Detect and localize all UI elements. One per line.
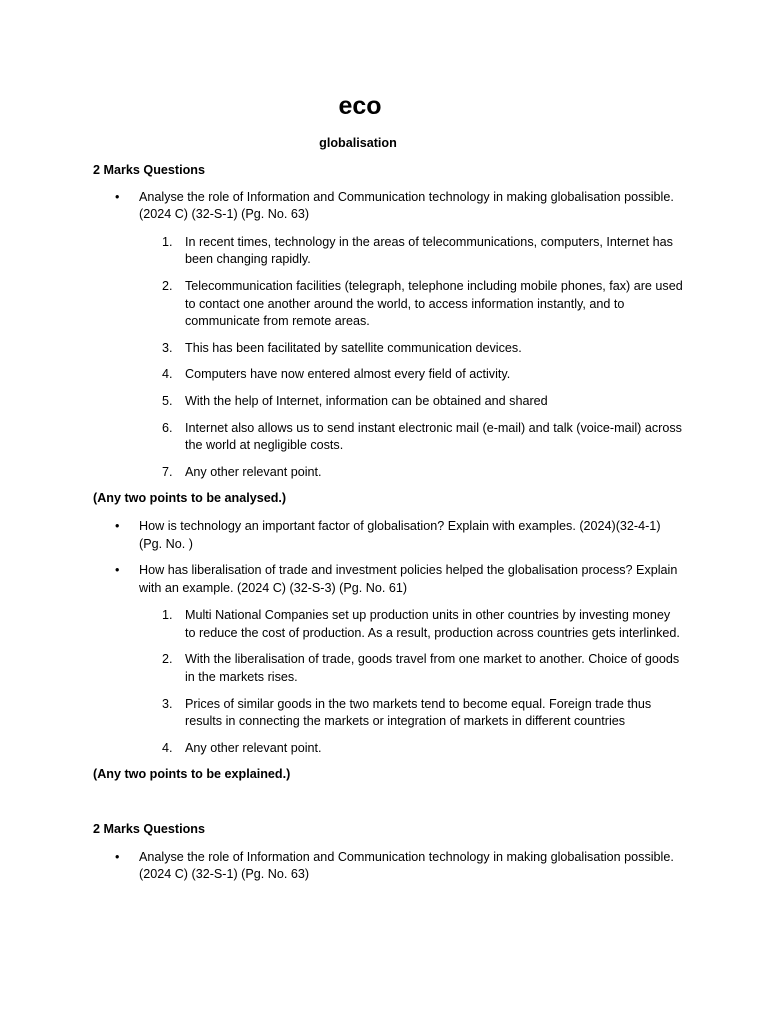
list-number: 2.	[162, 278, 173, 293]
document-body	[93, 162, 683, 884]
question-item	[93, 562, 683, 597]
list-item-text: Internet also allows us to send instant electronic mail (e-mail) and talk (voice-mail) across the world at negligible costs.	[185, 420, 682, 453]
bullet-icon: •	[115, 849, 120, 864]
list-item-text: Any other relevant point.	[185, 740, 322, 755]
list-number: 4.	[162, 740, 173, 755]
document-subtitle: globalisation	[319, 136, 397, 150]
section-heading: 2 Marks Questions	[93, 822, 205, 837]
bullet-icon: •	[115, 189, 120, 204]
list-item-text: In recent times, technology in the areas of telecommunications, computers, Internet has been changing rapidly.	[185, 234, 673, 267]
answer-note: (Any two points to be analysed.)	[93, 491, 287, 506]
list-item-text: With the liberalisation of trade, goods travel from one market to another. Choice of goods in the markets rises.	[185, 652, 680, 685]
list-item	[93, 740, 683, 758]
list-item	[93, 464, 683, 482]
list-number: 5.	[162, 393, 173, 408]
list-item-text: Multi National Companies set up production units in other countries by investing money to reduce the cost of production. As a result, production across countries gets interlinked.	[185, 608, 680, 640]
list-item	[93, 696, 683, 731]
list-item-text: Any other relevant point.	[185, 464, 322, 479]
question-text: How has liberalisation of trade and investment policies helped the globalisation process? Explain with an example. (2024 C) (32-S-3) (Pg. No. 61)	[139, 563, 678, 595]
list-item	[93, 651, 683, 686]
question-text: Analyse the role of Information and Communication technology in making globalisation possible. (2024 C) (32-S-1) (Pg. No. 63)	[139, 189, 674, 222]
list-number: 3.	[162, 340, 173, 355]
list-item-text: Prices of similar goods in the two markets tend to become equal. Foreign trade thus results in connecting the markets or integration of markets in different countries	[185, 696, 652, 729]
list-item-text: Computers have now entered almost every field of activity.	[185, 367, 511, 382]
list-number: 1.	[162, 234, 173, 249]
list-item	[93, 366, 683, 384]
answer-list	[93, 607, 683, 757]
list-number: 6.	[162, 420, 173, 435]
list-item-text: With the help of Internet, information can be obtained and shared	[185, 393, 548, 408]
question-item	[93, 518, 683, 553]
list-number: 1.	[162, 608, 173, 623]
list-number: 3.	[162, 696, 173, 711]
question-text: How is technology an important factor of globalisation? Explain with examples. (2024)(32-4-1) (Pg. No. )	[139, 518, 661, 551]
list-item	[93, 340, 683, 358]
answer-list	[93, 234, 683, 482]
section-heading: 2 Marks Questions	[93, 163, 205, 177]
list-item	[93, 393, 683, 411]
list-number: 7.	[162, 464, 173, 479]
question-item	[93, 189, 683, 224]
question-text: Analyse the role of Information and Communication technology in making globalisation possible. (2024 C) (32-S-1) (Pg. No. 63)	[139, 849, 674, 882]
document-title: eco	[338, 92, 382, 120]
list-number: 2.	[162, 652, 173, 667]
list-item	[93, 607, 683, 642]
list-item	[93, 234, 683, 269]
list-item-text: This has been facilitated by satellite communication devices.	[185, 340, 522, 355]
list-number: 4.	[162, 367, 173, 382]
bullet-icon: •	[115, 563, 120, 578]
list-item	[93, 278, 683, 331]
answer-note: (Any two points to be explained.)	[93, 767, 291, 782]
list-item-text: Telecommunication facilities (telegraph, telephone including mobile phones, fax) are used to contact one another around the world, to access information instantly, and to communicate from remote areas.	[185, 278, 683, 329]
list-item	[93, 420, 683, 455]
bullet-icon: •	[115, 518, 120, 533]
question-item	[93, 849, 683, 884]
